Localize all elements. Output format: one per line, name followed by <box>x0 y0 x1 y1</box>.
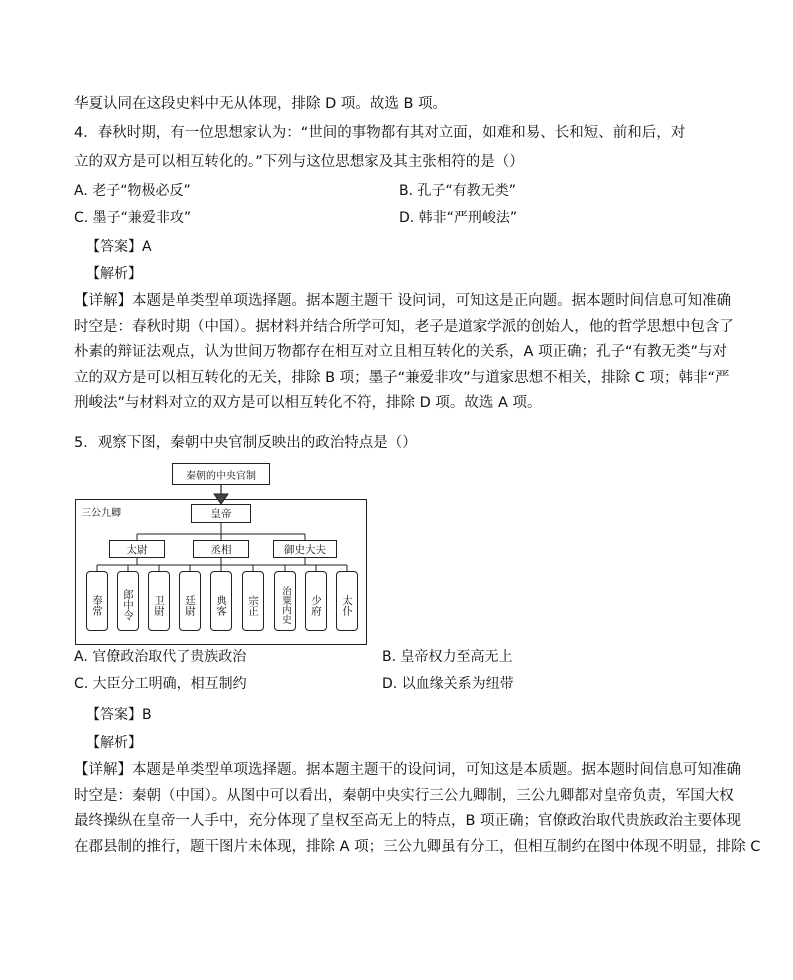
minister-box: 少府 <box>305 571 327 631</box>
diagram-group-label: 三公九卿 <box>81 508 121 519</box>
minister-box: 郎中令 <box>117 571 139 631</box>
minister-box: 奉常 <box>86 571 108 631</box>
q4-detail <box>74 289 734 417</box>
emperor-box: 皇帝 <box>191 504 251 523</box>
q4-analysis-label: 【解析】 <box>86 266 142 282</box>
q5-detail-line: 最终操纵在皇帝一人手中，充分体现了皇权至高无上的特点，B 项正确；官僚政治取代贵族政治主要体现 <box>74 813 742 829</box>
q4-option-d: D. 韩非“严刑峻法” <box>399 210 518 226</box>
q4-stem-line-2: 立的双方是可以相互转化的。”下列与这位思想家及其主张相符的是（） <box>74 154 524 170</box>
q4-detail-line: 时空是：春秋时期（中国）。据材料并结合所学可知，老子是道家学派的创始人，他的哲学思想中包含了 <box>74 318 734 335</box>
lord-box-yushi: 御史大夫 <box>273 540 337 558</box>
minister-box: 宗正 <box>242 571 264 631</box>
q5-option-a: A. 官僚政治取代了贵族政治 <box>74 649 247 665</box>
minister-box: 卫尉 <box>148 571 170 631</box>
q5-detail-line: 时空是：秦朝（中国）。从图中可以看出，秦朝中央实行三公九卿制，三公九卿都对皇帝负责，军国大权 <box>74 787 734 804</box>
q4-option-c: C. 墨子“兼爱非攻” <box>74 210 192 226</box>
q4-option-b: B. 孔子“有教无类” <box>399 183 517 199</box>
q5-detail <box>74 758 761 860</box>
q5-analysis-label: 【解析】 <box>86 735 142 751</box>
q4-stem-line-1: 4．春秋时期，有一位思想家认为：“世间的事物都有其对立面，如难和易、长和短、前和后，对 <box>74 125 686 141</box>
intro-line: 华夏认同在这段史料中无从体现，排除 D 项。故选 B 项。 <box>74 96 448 112</box>
q4-option-a: A. 老子“物极必反” <box>74 183 191 199</box>
q5-answer: 【答案】B <box>86 707 152 723</box>
lord-box-taiwei: 太尉 <box>109 540 165 558</box>
q5-detail-line: 【详解】本题是单类型单项选择题。据本题主题干的设问词，可知这是本质题。据本题时间信息可知准确 <box>74 762 741 778</box>
diagram-title: 秦朝的中央官制 <box>172 463 270 485</box>
q4-answer: 【答案】A <box>86 239 152 255</box>
q4-detail-line: 【详解】本题是单类型单项选择题。据本题主题干 设问词，可知这是正向题。据本题时间信息可知准确 <box>74 293 732 309</box>
q4-detail-line: 朴素的辩证法观点，认为世间万物都存在相互对立且相互转化的关系，A 项正确；孔子“有教无类”与对 <box>74 344 728 360</box>
minister-box: 典客 <box>210 571 232 631</box>
q5-option-d: D. 以血缘关系为纽带 <box>382 676 514 692</box>
minister-box: 廷尉 <box>179 571 201 631</box>
q5-option-c: C. 大臣分工明确，相互制约 <box>74 676 247 692</box>
minister-box: 太仆 <box>336 571 358 631</box>
minister-box: 治粟内史 <box>274 571 296 631</box>
q5-detail-line: 在郡县制的推行，题干图片未体现，排除 A 项；三公九卿虽有分工，但相互制约在图中体现不明显，排除 C <box>74 838 761 855</box>
lord-box-chengxiang: 丞相 <box>193 540 249 558</box>
q4-detail-line: 刑峻法”与材料对立的双方是可以相互转化不符，排除 D 项。故选 A 项。 <box>74 395 542 411</box>
qin-official-system-diagram <box>75 461 367 645</box>
q5-option-b: B. 皇帝权力至高无上 <box>382 649 513 665</box>
q4-detail-line: 立的双方是可以相互转化的无关，排除 B 项；墨子“兼爱非攻”与道家思想不相关，排除 C 项；韩非“严 <box>74 369 730 386</box>
q5-stem: 5．观察下图，秦朝中央官制反映出的政治特点是（） <box>74 435 417 451</box>
